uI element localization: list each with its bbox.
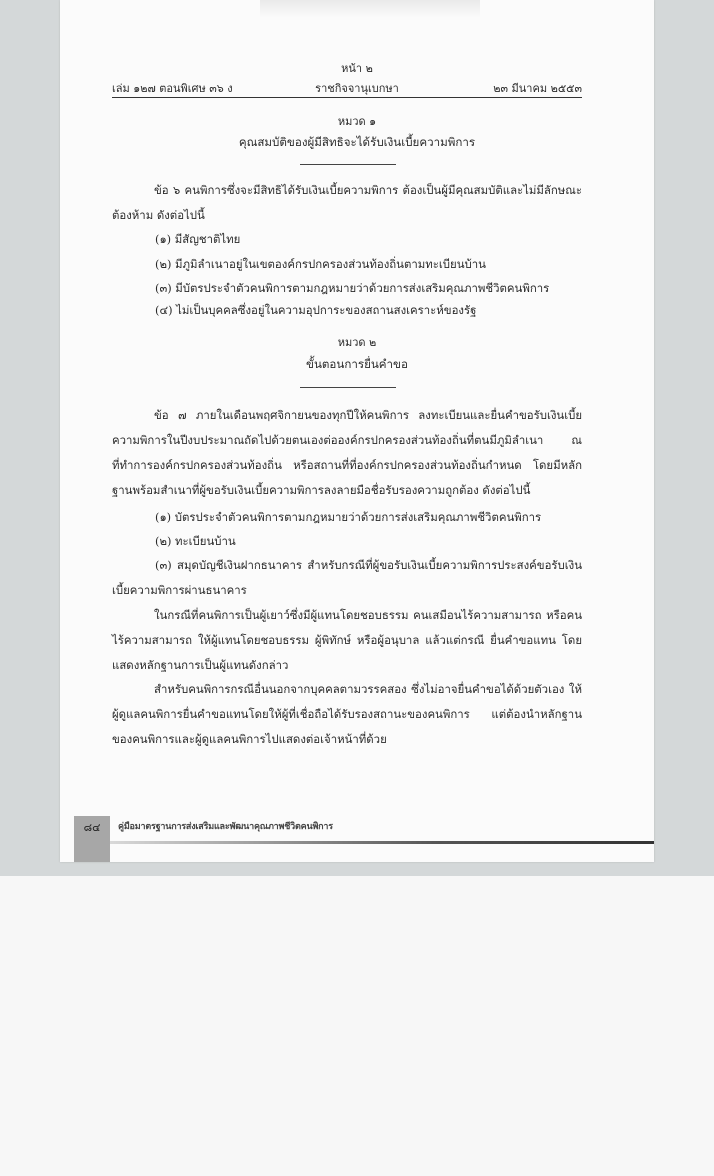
article7-text: ข้อ ๗ ภายในเดือนพฤศจิกายนของทุกปีให้คนพิการ ลงทะเบียนและยื่นคำขอรับเงินเบี้ยความพิการในปีงบประมาณถัดไปด้วยตนเองต่อองค์กรปกครองส่วนท้องถิ่นที่ตนมีภูมิลำเนา ณ ที่ทำการองค์กรปกครองส่วนท้องถิ่น หรือสถานที่ที่องค์กรปกครองส่วนท้องถิ่นกำหนด โดยมีหลักฐานพร้อมสำเนาที่ผู้ขอรับเงินเบี้ยความพิการลงลายมือชื่อรับรองความถูกต้อง ดังต่อไปนี้ (112, 408, 582, 497)
gazette-name: ราชกิจจานุเบกษา (315, 82, 399, 95)
article6-item3: (๓) มีบัตรประจำตัวคนพิการตามกฎหมายว่าด้วยการส่งเสริมคุณภาพชีวิตคนพิการ (155, 281, 550, 295)
gazette-date: ๒๓ มีนาคม ๒๕๕๓ (493, 82, 582, 95)
article6-item1: (๑) มีสัญชาติไทย (155, 232, 241, 246)
footer-rule (110, 841, 654, 844)
chapter1-label: หมวด ๑ (337, 115, 377, 128)
chapter2-title: ขั้นตอนการยื่นคำขอ (306, 357, 408, 371)
article7-item2: (๒) ทะเบียนบ้าน (155, 534, 236, 548)
footer-book-title: คู่มือมาตรฐานการส่งเสริมและพัฒนาคุณภาพชีวิตคนพิการ (118, 822, 333, 832)
chapter2-separator (300, 387, 396, 388)
chapter1-separator (300, 164, 396, 165)
article7-item1: (๑) บัตรประจำตัวคนพิการตามกฎหมายว่าด้วยการส่งเสริมคุณภาพชีวิตคนพิการ (155, 510, 542, 524)
page-label: หน้า ๒ (341, 62, 373, 75)
article7-item3: (๓) สมุดบัญชีเงินฝากธนาคาร สำหรับกรณีที่ผู้ขอรับเงินเบี้ยความพิการประสงค์ขอรับเงินเบี้ยความพิการผ่านธนาคาร (112, 558, 582, 597)
guardian-paragraph: ในกรณีที่คนพิการเป็นผู้เยาว์ซึ่งมีผู้แทนโดยชอบธรรม คนเสมือนไร้ความสามารถ หรือคนไร้ความสามารถ ให้ผู้แทนโดยชอบธรรม ผู้พิทักษ์ หรือผู้อนุบาล แล้วแต่กรณี ยื่นคำขอแทน โดยแสดงหลักฐานการเป็นผู้แทนดังกล่าว (112, 608, 582, 672)
footer-page-number: ๘๔ (83, 821, 101, 834)
document-page (60, 0, 654, 862)
gazette-volume: เล่ม ๑๒๗ ตอนพิเศษ ๓๖ ง (112, 82, 233, 95)
article6-text: ข้อ ๖ คนพิการซึ่งจะมีสิทธิได้รับเงินเบี้ยความพิการ ต้องเป็นผู้มีคุณสมบัติและไม่มีลักษณะต้องห้าม ดังต่อไปนี้ (112, 183, 582, 222)
bleed-through (260, 0, 480, 18)
article6-item4: (๔) ไม่เป็นบุคคลซึ่งอยู่ในความอุปการะของสถานสงเคราะห์ของรัฐ (155, 303, 477, 317)
chapter1-title: คุณสมบัติของผู้มีสิทธิจะได้รับเงินเบี้ยความพิการ (238, 135, 476, 149)
caretaker-paragraph: สำหรับคนพิการกรณีอื่นนอกจากบุคคลตามวรรคสอง ซึ่งไม่อาจยื่นคำขอได้ด้วยตัวเอง ให้ผู้ดูแลคนพิการยื่นคำขอแทนโดยให้ผู้ที่เชื่อถือได้รับรองสถานะของคนพิการ แต่ต้องนำหลักฐานของคนพิการและผู้ดูแลคนพิการไปแสดงต่อเจ้าหน้าที่ด้วย (112, 682, 582, 746)
header-rule (112, 97, 582, 98)
article6-item2: (๒) มีภูมิลำเนาอยู่ในเขตองค์กรปกครองส่วนท้องถิ่นตามทะเบียนบ้าน (155, 257, 486, 271)
chapter2-label: หมวด ๒ (337, 336, 377, 349)
